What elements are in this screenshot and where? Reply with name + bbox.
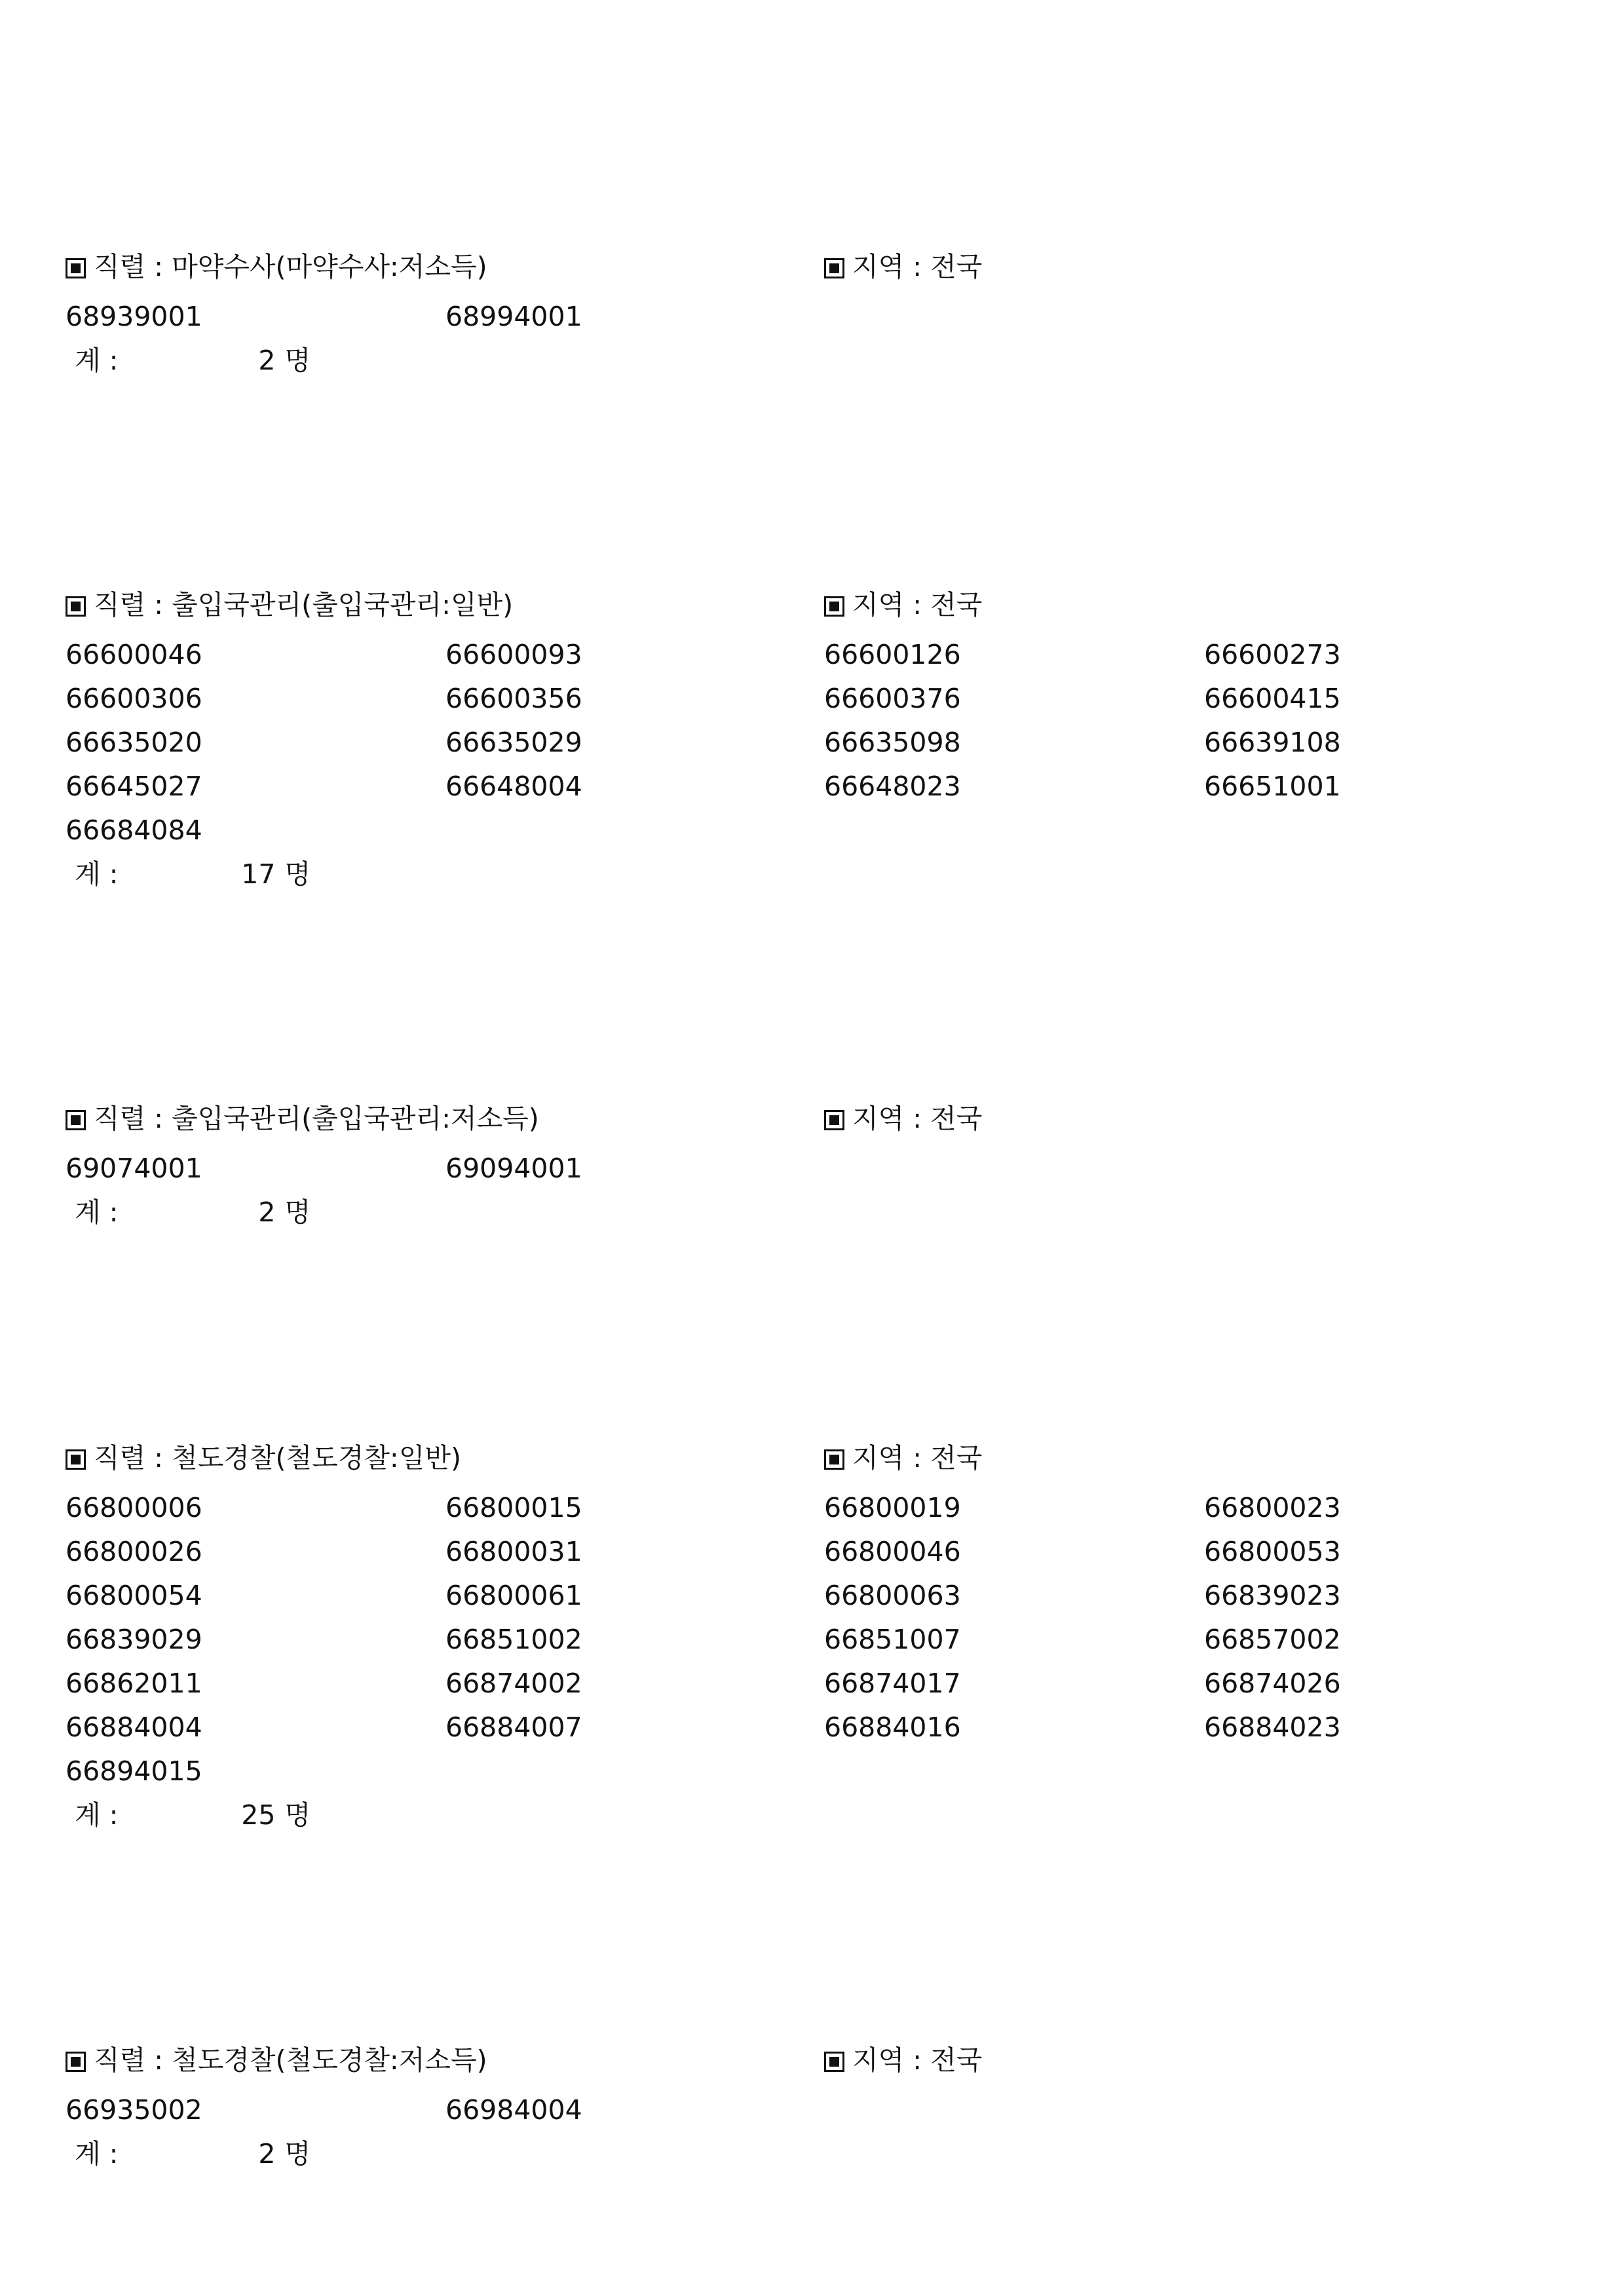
id-list (66, 1491, 1572, 1799)
candidate-id: 66800031 (445, 1536, 582, 1567)
total-label: 계 : (75, 1799, 119, 1831)
job-series-label: 직렬 : 출입국관리(출입국관리:저소득) (94, 1103, 539, 1134)
candidate-id: 66648004 (445, 771, 582, 802)
candidate-id: 66800015 (445, 1492, 582, 1523)
candidate-id: 66894015 (66, 1755, 202, 1787)
region-header (824, 2044, 982, 2076)
id-list (66, 1152, 1572, 1196)
id-list (66, 638, 1572, 858)
filled-square-icon (824, 596, 844, 617)
job-series-header (66, 250, 487, 283)
total-row (75, 1196, 311, 1229)
filled-square-icon (824, 1449, 844, 1470)
candidate-id: 66800053 (1204, 1536, 1341, 1567)
total-label: 계 : (75, 858, 119, 890)
candidate-id: 66839029 (66, 1624, 202, 1655)
candidate-id: 66984004 (445, 2094, 582, 2126)
job-series-label: 직렬 : 철도경찰(철도경찰:일반) (94, 1442, 461, 1474)
candidate-id: 66862011 (66, 1668, 202, 1699)
candidate-id: 66851007 (824, 1624, 961, 1655)
total-unit: 명 (284, 2138, 311, 2170)
candidate-id: 66800023 (1204, 1492, 1341, 1523)
candidate-id: 66600376 (824, 683, 961, 714)
total-count: 17 (241, 858, 276, 890)
total-label: 계 : (75, 1196, 119, 1228)
filled-square-icon (66, 258, 86, 278)
total-count: 25 (241, 1799, 276, 1831)
candidate-id: 66800063 (824, 1580, 961, 1611)
candidate-id: 66839023 (1204, 1580, 1341, 1611)
total-label: 계 : (75, 345, 119, 376)
candidate-id: 66600273 (1204, 639, 1341, 670)
job-series-label: 직렬 : 마약수사(마약수사:저소득) (94, 251, 487, 282)
region-header (824, 250, 982, 283)
candidate-id: 66600126 (824, 639, 961, 670)
filled-square-icon (66, 596, 86, 617)
filled-square-icon (66, 1110, 86, 1130)
filled-square-icon (66, 2052, 86, 2072)
total-count: 2 (258, 1196, 276, 1228)
region-label: 지역 : 전국 (852, 1103, 983, 1134)
job-series-header (66, 1442, 461, 1474)
region-header (824, 1102, 982, 1135)
candidate-id: 66600415 (1204, 683, 1341, 714)
candidate-id: 66884007 (445, 1712, 582, 1743)
candidate-id: 66800006 (66, 1492, 202, 1523)
candidate-id: 66635020 (66, 727, 202, 758)
candidate-id: 66684084 (66, 814, 202, 846)
candidate-id: 66884016 (824, 1712, 961, 1743)
candidate-id: 66600306 (66, 683, 202, 714)
candidate-id: 66800046 (824, 1536, 961, 1567)
region-header (824, 588, 982, 621)
candidate-id: 66645027 (66, 771, 202, 802)
candidate-id: 66600046 (66, 639, 202, 670)
filled-square-icon (824, 258, 844, 278)
total-row (75, 2137, 311, 2170)
total-count: 2 (258, 2138, 276, 2170)
region-label: 지역 : 전국 (852, 1442, 983, 1474)
total-unit: 명 (284, 1799, 311, 1831)
candidate-id: 68939001 (66, 301, 202, 332)
total-label: 계 : (75, 2138, 119, 2170)
candidate-id: 69094001 (445, 1153, 582, 1184)
candidate-id: 68994001 (445, 301, 582, 332)
job-series-header (66, 588, 513, 621)
id-list (66, 2094, 1572, 2137)
job-series-header (66, 1102, 539, 1135)
id-list (66, 300, 1572, 344)
region-label: 지역 : 전국 (852, 589, 983, 621)
job-series-header (66, 2044, 487, 2076)
total-row (75, 344, 311, 377)
candidate-id: 66874002 (445, 1668, 582, 1699)
candidate-id: 66884023 (1204, 1712, 1341, 1743)
candidate-id: 66935002 (66, 2094, 202, 2126)
total-unit: 명 (284, 1196, 311, 1228)
candidate-id: 66635098 (824, 727, 961, 758)
candidate-id: 66651001 (1204, 771, 1341, 802)
candidate-id: 66600093 (445, 639, 582, 670)
candidate-id: 66874017 (824, 1668, 961, 1699)
total-unit: 명 (284, 858, 311, 890)
total-row (75, 1799, 311, 1831)
region-label: 지역 : 전국 (852, 251, 983, 282)
candidate-id: 66857002 (1204, 1624, 1341, 1655)
filled-square-icon (824, 2052, 844, 2072)
job-series-label: 직렬 : 철도경찰(철도경찰:저소득) (94, 2044, 487, 2076)
candidate-id: 66600356 (445, 683, 582, 714)
candidate-id: 66800061 (445, 1580, 582, 1611)
candidate-id: 66800054 (66, 1580, 202, 1611)
candidate-id: 66874026 (1204, 1668, 1341, 1699)
candidate-id: 66639108 (1204, 727, 1341, 758)
job-series-label: 직렬 : 출입국관리(출입국관리:일반) (94, 589, 514, 621)
filled-square-icon (824, 1110, 844, 1130)
filled-square-icon (66, 1449, 86, 1470)
total-unit: 명 (284, 345, 311, 376)
candidate-id: 66884004 (66, 1712, 202, 1743)
candidate-id: 66851002 (445, 1624, 582, 1655)
candidate-id: 66800026 (66, 1536, 202, 1567)
candidate-id: 66648023 (824, 771, 961, 802)
candidate-id: 66800019 (824, 1492, 961, 1523)
candidate-id: 69074001 (66, 1153, 202, 1184)
region-header (824, 1442, 982, 1474)
candidate-id: 66635029 (445, 727, 582, 758)
total-count: 2 (258, 345, 276, 376)
region-label: 지역 : 전국 (852, 2044, 983, 2076)
total-row (75, 858, 311, 890)
